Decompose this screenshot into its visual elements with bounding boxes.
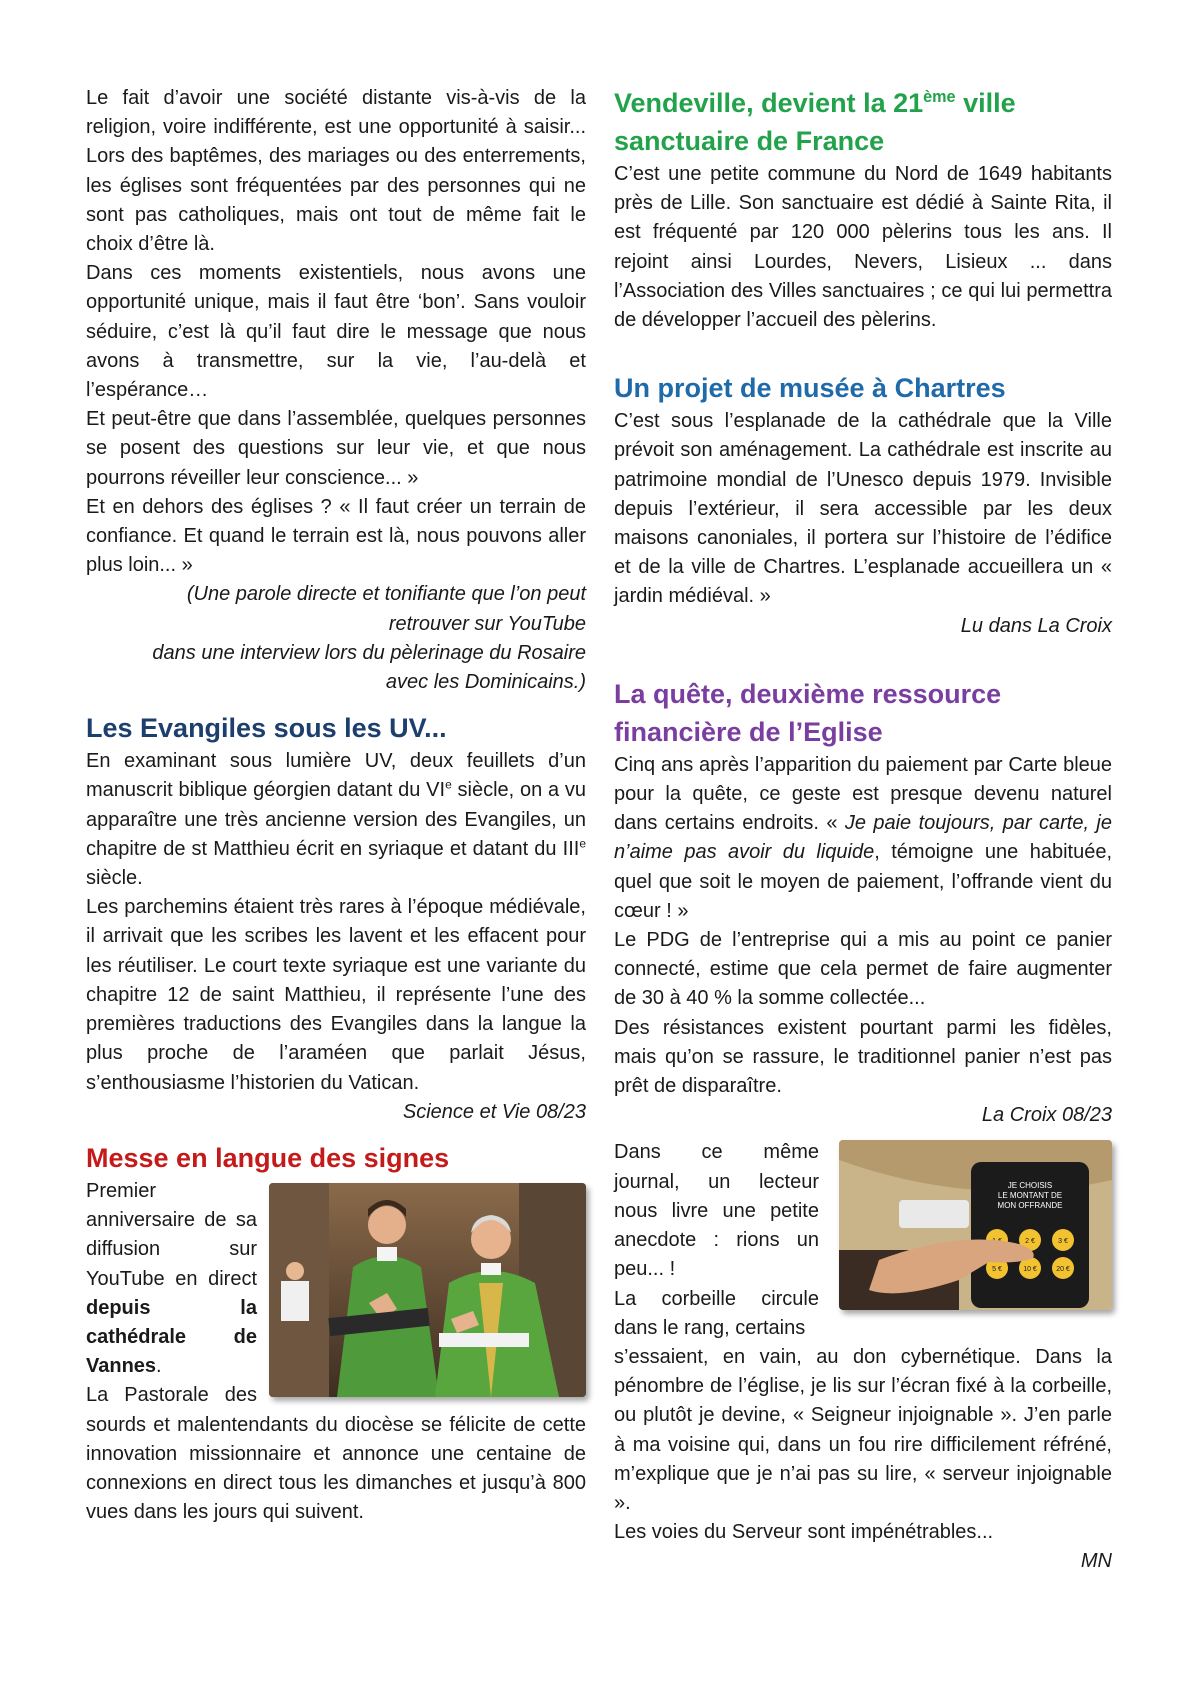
anecdote-paragraph-3: Les voies du Serveur sont impénétrables...	[614, 1521, 994, 1544]
payment-basket-illustration	[839, 1140, 1112, 1310]
uv-paragraph-1: En examinant sous lumière UV, deux feuillets d’un manuscrit biblique géorgien datant du VIe siècle, on a vu apparaître une très ancienne version des Evangiles, un chapitre de st Matthieu écrit en syriaque et datant du IIIe siècle.	[86, 750, 586, 890]
card-reader-icon	[899, 1200, 969, 1228]
signs-paragraph-1: Premier anniversaire de sa diffusion sur YouTube en direct depuis la cathédrale de Vannes.	[86, 1179, 257, 1378]
amount-label: 10 €	[1023, 1266, 1037, 1274]
intro-paragraph-2: Dans ces moments existentiels, nous avons une opportunité unique, mais il faut être ‘bon’. Sans vouloir séduire, c’est là qu’il faut dire le message que nous avons à transmettre, sur la vie, l’au-delà et l’espérance…	[86, 262, 586, 402]
collection-paragraph-3: Des résistances existent pourtant parmi les fidèles, mais qu’on se rassure, le traditionnel panier n’est pas prêt de disparaître.	[614, 1016, 1112, 1098]
anecdote-intro-block	[614, 1138, 819, 1342]
amount-label: 5 €	[992, 1266, 1002, 1274]
anecdote-paragraph-2-start: La corbeille circule dans le rang, certains	[614, 1287, 819, 1339]
intro-paragraph-3: Et peut-être que dans l’assemblée, quelques personnes se posent des questions sur leur vie, et que nous pourrons réveiller leur conscience... »	[86, 408, 586, 489]
collection-paragraph-1: Cinq ans après l’apparition du paiement par Carte bleue pour la quête, ce geste est presque devenu naturel dans certains endroits. « Je paie toujours, par carte, je n’aime pas avoir du liquide, témoigne une habituée, quel que soit le moyen de paiement, l’offrande vient du cœur ! »	[614, 753, 1112, 922]
amount-label: 2 €	[1025, 1238, 1035, 1246]
amount-label: 3 €	[1058, 1238, 1068, 1246]
right-column	[614, 84, 1112, 1577]
museum-source: Lu dans La Croix	[960, 614, 1112, 637]
museum-paragraph: C’est sous l’esplanade de la cathédrale que la Ville prévoit son aménagement. La cathédrale est inscrite au patrimoine mondial de l’Unesco depuis 1979. Invisible depuis l’extérieur, il sera accessible par les deux maisons canoniales, il portera sur l’histoire de l’édifice et de la ville de Chartres. L’esplanade accueillera un « jardin médiéval. »	[614, 410, 1112, 608]
uv-section-title: Les Evangiles sous les UV...	[86, 713, 447, 744]
uv-paragraph-2: Les parchemins étaient très rares à l’époque médiévale, il arrivait que les scribes les lavent et les effacent pour les réutiliser. Le court texte syriaque est une variante du chapitre 12 de saint Matthieu, il représente l’une des premières traductions des Evangiles dans la langue la plus proche de l’araméen que parlait Jésus, s’enthousiasme l’historien du Vatican.	[86, 896, 586, 1094]
screen-text-line-1: JE CHOISIS	[1007, 1181, 1053, 1191]
vendeville-paragraph: C’est une petite commune du Nord de 1649 habitants près de Lille. Son sanctuaire est dédié à Sainte Rita, il est fréquenté par 120 000 pèlerins tous les ans. Il rejoint ainsi Lourdes, Nevers, Lisieux ... dans l’Association des Villes sanctuaires ; ce qui lui permettra de développer l’accueil des pèlerins.	[614, 163, 1112, 332]
museum-section-title: Un projet de musée à Chartres	[614, 373, 1006, 404]
amount-label: 20 €	[1056, 1266, 1070, 1274]
anecdote-paragraph-1: Dans ce même journal, un lecteur nous livre une petite anecdote : rions un peu... !	[614, 1141, 819, 1281]
intro-paragraph-1: Le fait d’avoir une société distante vis-à-vis de la religion, voire indifférente, est une opportunité à saisir... Lors des baptêmes, des mariages ou des enterrements, les églises sont fréquentées par des personnes qui ne sont pas catholiques, mais ont tout de même fait le choix d’être là.	[86, 87, 586, 256]
priests-photo-illustration	[269, 1183, 586, 1397]
collection-paragraph-2: Le PDG de l’entreprise qui a mis au point ce panier connecté, estime que cela permet de faire augmenter de 30 à 40 % la somme collectée...	[614, 929, 1112, 1010]
vendeville-section-title: Vendeville, devient la 21ème ville sanctuaire de France	[614, 88, 1016, 156]
screen-text-line-2: LE MONTANT DE	[997, 1191, 1063, 1201]
youtube-quote-attribution: (Une parole directe et tonifiante que l’on peut retrouver sur YouTube dans une interview lors du pèlerinage du Rosaire avec les Dominicains.)	[152, 583, 586, 694]
collection-section-title: La quête, deuxième ressource financière de l’Eglise	[614, 678, 1002, 747]
signs-paragraph-2: La Pastorale des sourds et malentendants du diocèse se félicite de cette innovation missionnaire et annonce une centaine de connexions en direct tous les dimanches et jusqu’à 800 vues dans les jours qui suivent.	[86, 1384, 586, 1524]
signs-section-title: Messe en langue des signes	[86, 1142, 450, 1173]
screen-text-line-3: MON OFFRANDE	[997, 1201, 1063, 1211]
anecdote-paragraph-2-end: s’essaient, en vain, au don cybernétique. Dans la pénombre de l’église, je lis sur l’écran fixé à la corbeille, ou plutôt je devine, « Seigneur injoignable ». J’en parle à ma voisine qui, dans un fou rire difficilement réfréné, m’explique que je n’ai pas su lire, « serveur injoignable ».	[614, 1345, 1112, 1514]
uv-source: Science et Vie 08/23	[402, 1100, 586, 1123]
author-signature: MN	[1080, 1550, 1112, 1573]
collection-source: La Croix 08/23	[981, 1104, 1112, 1127]
intro-paragraph-4: Et en dehors des églises ? « Il faut créer un terrain de confiance. Et quand le terrain est là, nous pouvons aller plus loin... »	[86, 495, 586, 577]
payment-basket-photo	[839, 1140, 1112, 1310]
left-column	[86, 84, 586, 1527]
priests-photo	[269, 1183, 586, 1397]
